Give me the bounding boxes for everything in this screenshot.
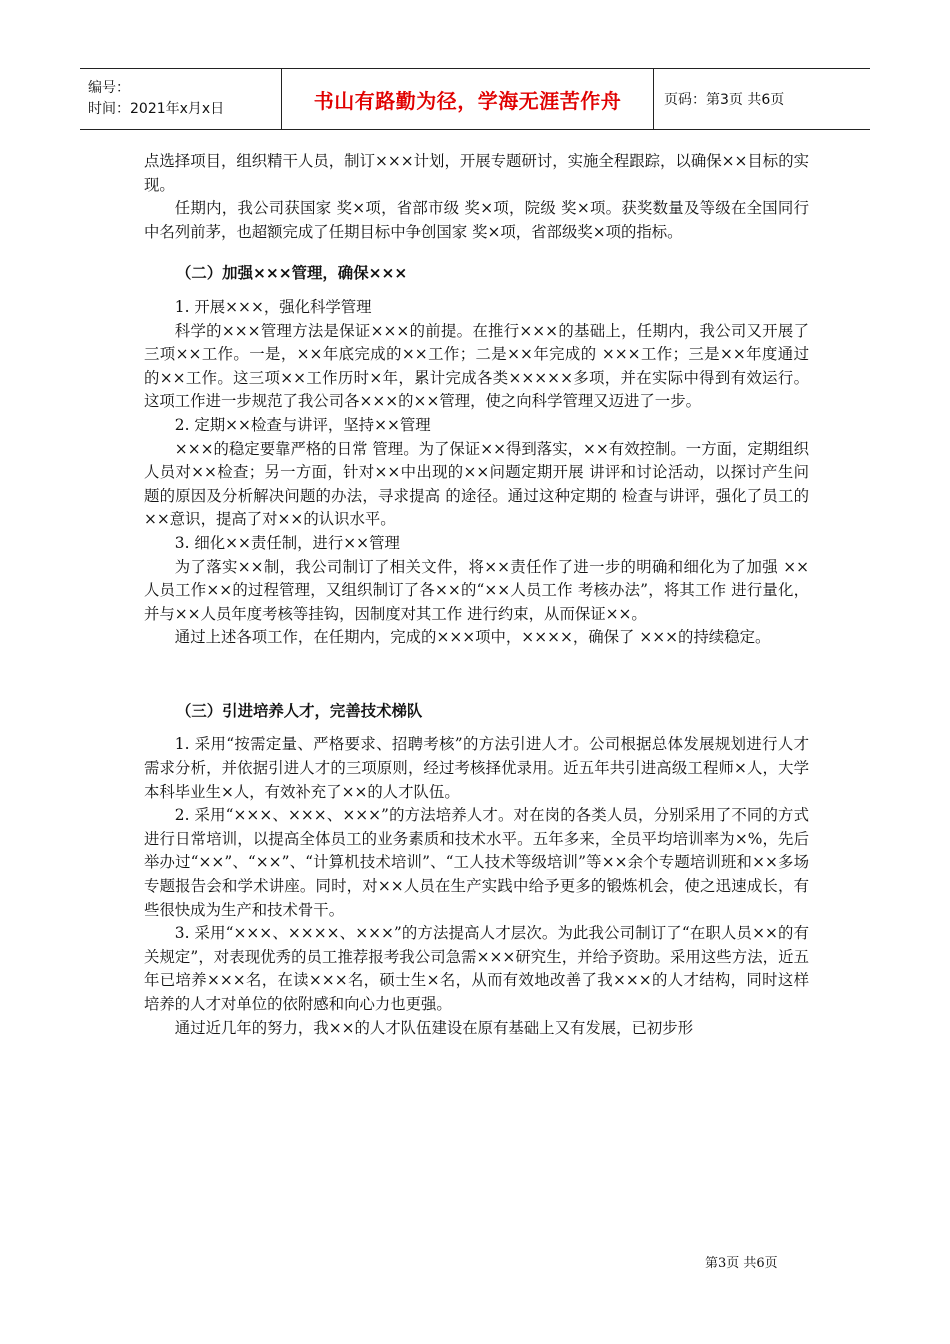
document-body — [144, 150, 809, 1040]
date-label: 时间：2021年x月x日 — [88, 101, 225, 117]
page-footer: 第3页 共6页 — [705, 1256, 778, 1271]
paragraph: 任期内，我公司获国家 奖×项，省部市级 奖×项，院级 奖×项。获奖数量及等级在全国同行中名列前茅，也超额完成了任期目标中争创国家 奖×项，省部级奖×项的指标。 — [144, 199, 809, 241]
paragraph: 1. 采用“按需定量、严格要求、招聘考核”的方法引进人才。公司根据总体发展规划进行人才需求分析，并依据引进人才的三项原则，经过考核择优录用。近五年共引进高级工程师×人，大学本科毕业生×人，有效补充了××的人才队伍。 — [144, 735, 809, 801]
subsection-title: 2. 定期××检查与讲评，坚持××管理 — [174, 415, 431, 434]
paragraph: 为了落实××制，我公司制订了相关文件，将××责任作了进一步的明确和细化为了加强 ××人员工作××的过程管理，又组织制订了各××的“××人员工作 考核办法”，将其工作 进行量化，并与××人员年度考核等挂钩，因制度对其工作 进行约束，从而保证××。 — [144, 557, 809, 623]
paragraph: 通过上述各项工作，在任期内，完成的×××项中，××××，确保了 ×××的持续稳定。 — [174, 628, 771, 647]
section-heading: （三）引进培养人才，完善技术梯队 — [176, 701, 423, 720]
number-label: 编号： — [88, 80, 130, 96]
paragraph: 点选择项目，组织精干人员，制订×××计划，开展专题研讨，实施全程跟踪，以确保××目标的实现。 — [144, 152, 809, 194]
motto-text: 书山有路勤为径，学海无涯苦作舟 — [313, 88, 622, 113]
paragraph: 2. 采用“×××、×××、×××”的方法培养人才。对在岗的各类人员，分别采用了不同的方式进行日常培训，以提高全体员工的业务素质和技术水平。五年多来，全员平均培训率为×%，先后举办过“××”、“××”、“计算机技术培训”、“工人技术等级培训”等××余个专题培训班和××多场专题报告会和学术讲座。同时，对××人员在生产实践中给予更多的锻炼机会，使之迅速成长，有些很快成为生产和技术骨干。 — [144, 806, 809, 919]
paragraph: ×××的稳定要靠严格的日常 管理。为了保证××得到落实，××有效控制。一方面，定期组织人员对××检查；另一方面，针对××中出现的××问题定期开展 讲评和讨论活动，以探讨产生问题的原因及分析解决问题的办法，寻求提高 的途径。通过这种定期的 检查与讲评，强化了员工的××意识，提高了对××的认识水平。 — [144, 439, 809, 529]
paragraph: 通过近几年的努力，我××的人才队伍建设在原有基础上又有发展，已初步形 — [174, 1018, 694, 1037]
header-page — [654, 69, 870, 129]
paragraph: 3. 采用“×××、××××、×××”的方法提高人才层次。为此我公司制订了“在职人员××的有关规定”，对表现优秀的员工推荐报考我公司急需×××研究生，并给予资助。采用这些方法，近五年已培养×××名，在读×××名，硕士生×名，从而有效地改善了我×××的人才结构，同时这样培养的人才对单位的依附感和向心力也更强。 — [144, 924, 809, 1013]
section-heading: （二）加强×××管理，确保××× — [176, 264, 408, 283]
document-header — [80, 68, 870, 130]
header-meta — [80, 69, 282, 129]
subsection-title: 1. 开展×××，强化科学管理 — [174, 297, 372, 316]
page-label: 页码：第3页 共6页 — [664, 92, 785, 108]
subsection-title: 3. 细化××责任制，进行××管理 — [174, 533, 400, 552]
paragraph: 科学的×××管理方法是保证×××的前提。在推行×××的基础上，任期内，我公司又开展了三项××工作。一是，××年底完成的××工作；二是××年完成的 ×××工作；三是××年度通过的××工作。这三项××工作历时×年，累计完成各类×××××多项，并在实际中得到有效运行。这项工作进一步规范了我公司各×××的××管理，使之向科学管理又迈进了一步。 — [144, 321, 809, 411]
header-motto — [282, 69, 654, 129]
